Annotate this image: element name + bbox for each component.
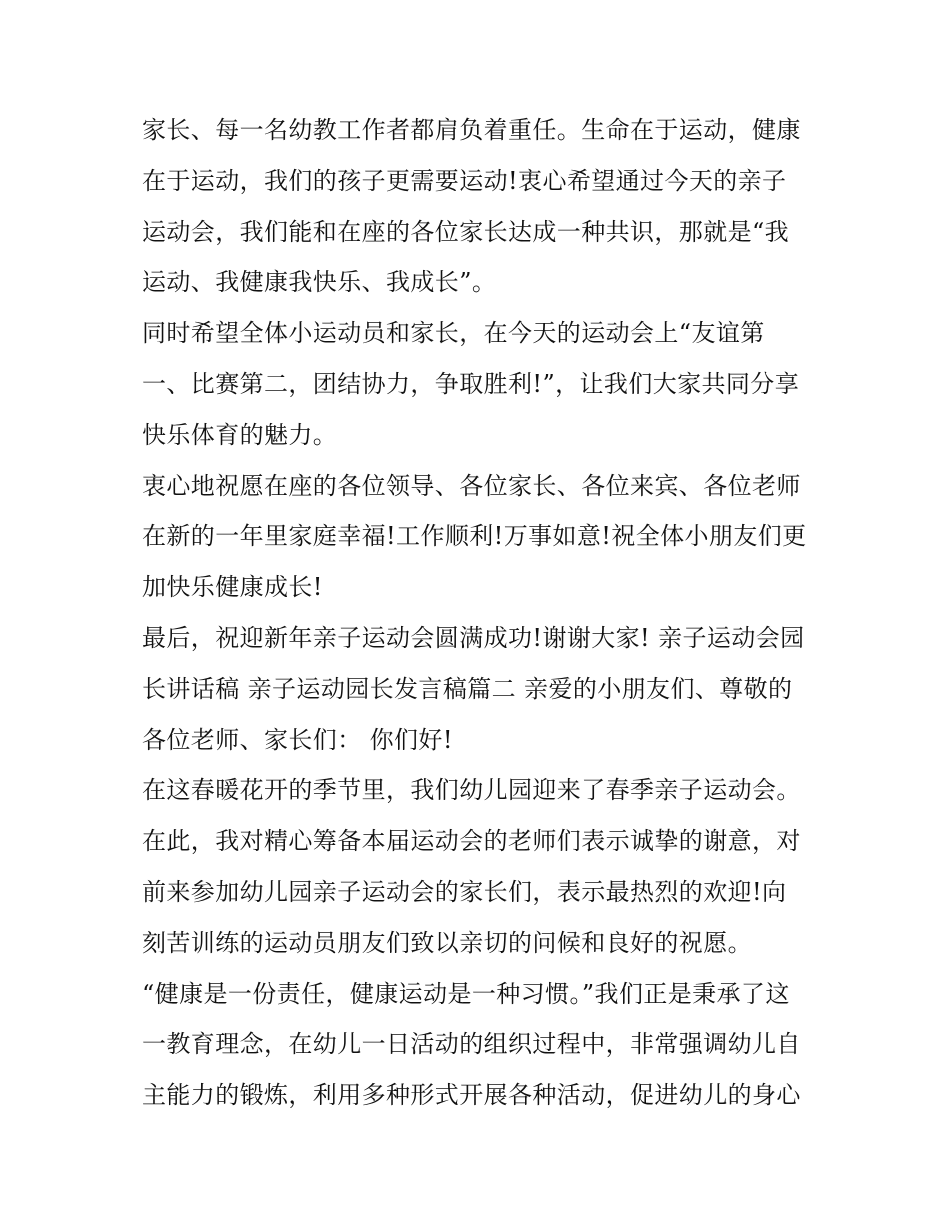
- text-line: 一、比赛第二，团结协力，争取胜利!”，让我们大家共同分享: [142, 369, 800, 398]
- body-text: [142, 105, 822, 1121]
- text-line: 运动会，我们能和在座的各位家长达成一种共识，那就是“我: [142, 217, 790, 246]
- text-line: 刻苦训练的运动员朋友们致以亲切的问候和良好的祝愿。: [142, 928, 752, 957]
- text-line: 前来参加幼儿园亲子运动会的家长们，表示最热烈的欢迎!向: [142, 877, 787, 906]
- text-line: 同时希望全体小运动员和家长，在今天的运动会上“友谊第: [142, 319, 765, 348]
- text-line: 在这春暖花开的季节里，我们幼儿园迎来了春季亲子运动会。: [142, 776, 801, 805]
- text-line: “健康是一份责任，健康运动是一种习惯。”我们正是秉承了这: [142, 979, 790, 1008]
- text-line: 家长、每一名幼教工作者都肩负着重任。生命在于运动，健康: [142, 116, 801, 144]
- text-line: 在此，我对精心筹备本届运动会的老师们表示诚挚的谢意，对: [142, 827, 801, 856]
- text-line: 长讲话稿 亲子运动园长发言稿篇二 亲爱的小朋友们、尊敬的: [142, 674, 793, 703]
- text-line: 主能力的锻炼，利用多种形式开展各种活动，促进幼儿的身心: [142, 1081, 801, 1110]
- text-line: 衷心地祝愿在座的各位领导、各位家长、各位来宾、各位老师: [142, 471, 801, 500]
- text-line: 在新的一年里家庭幸福!工作顺利!万事如意!祝全体小朋友们更: [142, 522, 807, 551]
- text-line: 加快乐健康成长!: [142, 573, 323, 602]
- text-line: 一教育理念，在幼儿一日活动的组织过程中，非常强调幼儿自: [142, 1030, 801, 1059]
- text-line: 快乐体育的魅力。: [142, 420, 338, 449]
- text-line: 最后，祝迎新年亲子运动会圆满成功!谢谢大家! 亲子运动会园: [142, 623, 805, 652]
- text-line: 运动、我健康我快乐、我成长”。: [142, 268, 497, 297]
- text-line: 在于运动，我们的孩子更需要运动!衷心希望通过今天的亲子: [142, 166, 787, 195]
- text-line: 各位老师、家长们： 你们好!: [142, 725, 453, 754]
